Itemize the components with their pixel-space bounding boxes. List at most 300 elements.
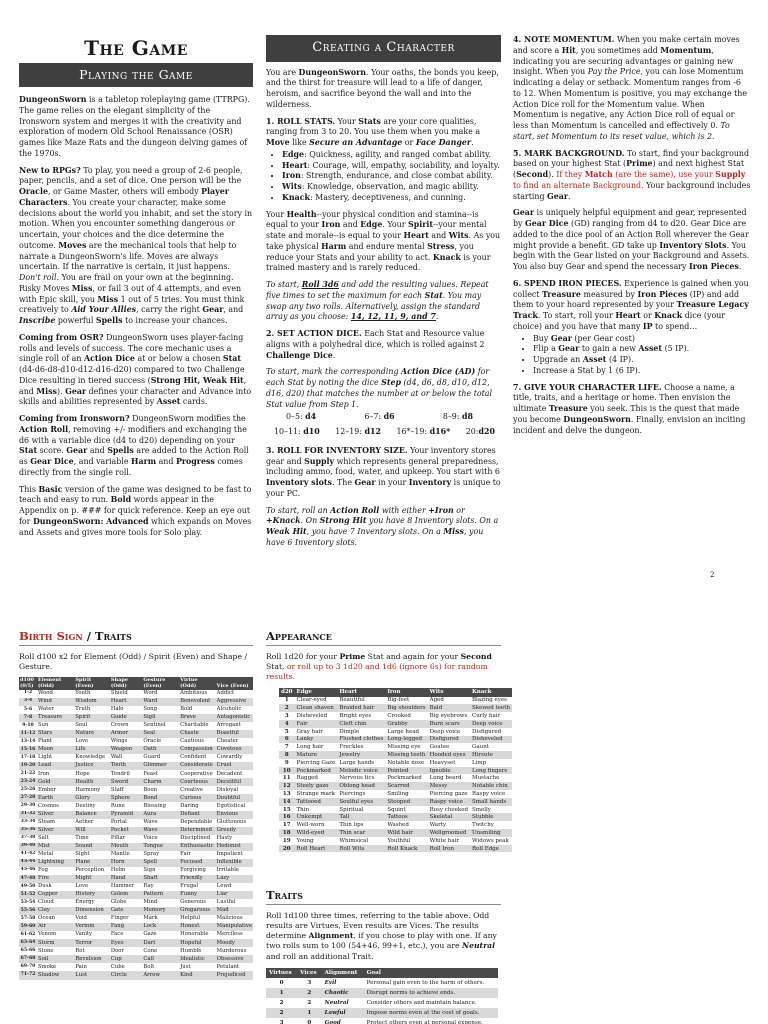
table-cell: Skewed teeth	[471, 705, 511, 712]
action-dice-instructions: To start, mark the corresponding Action Dice (AD) for each Stat by noting the dice Step (d4, d6, d8, d10, d12, d16, d20) that matches the number at or below the total Stat value from Step 1.	[266, 367, 493, 409]
appearance-heading: Appearance	[266, 629, 501, 646]
table-cell: Seal	[142, 730, 179, 738]
table-cell: Confident	[180, 754, 207, 761]
table-row	[19, 971, 253, 979]
table-cell: Pattern	[142, 891, 179, 899]
creating-intro: You are DungeonSworn. Your oaths, the bonds you keep, and the thirst for treasure will lead to a life of danger, heroism, and sacrifice beyond the wall and into the wilderness.	[266, 67, 499, 109]
table-header-row	[266, 968, 498, 978]
table-cell: Lock	[142, 923, 179, 931]
coming-from-ironsworn-paragraph: Coming from Ironsworn? DungeonSworn modifies the Action Roll, removing +/- modifiers and exchanging the d6 with a variable dice (d4 to d20) depending on your Stat score. Gear and Spells are added to the Action Roll as Gear Dice, and variable Harm and Progress comes directly from the single roll.	[19, 414, 249, 477]
spend-option: • Flip a Gear to gain a new Asset (5 IP).	[533, 344, 751, 355]
table-cell: 2	[266, 1008, 297, 1018]
table-cell: Long beard	[429, 775, 462, 782]
table-cell: Compassion	[179, 746, 216, 754]
table-cell: Revulsion	[74, 955, 110, 963]
table-cell: Sight	[75, 851, 90, 857]
table-cell: Spell	[142, 859, 179, 867]
table-cell: Mad	[216, 907, 253, 915]
table-cell: Voice	[143, 834, 158, 841]
table-cell: Chaste	[179, 730, 216, 738]
table-cell: Covetous	[216, 746, 253, 754]
dice-steps-row-1	[266, 412, 501, 423]
table-cell: Horn	[110, 859, 143, 867]
table-cell: Alcoholic	[216, 706, 242, 713]
table-cell: Scarred	[385, 782, 427, 790]
table-cell: Tattooed	[295, 798, 338, 806]
table-cell: Sound	[74, 843, 110, 851]
table-cell: Pointed	[385, 767, 427, 775]
table-cell: Gaze	[143, 931, 157, 938]
table-header-cell: d20	[281, 689, 293, 696]
traits-section	[266, 888, 501, 1024]
table-cell: Smelly	[471, 806, 491, 813]
table-cell: Mind	[143, 899, 158, 906]
dice-step: 10–11: d10	[274, 427, 320, 437]
table-cell: 21-22	[20, 770, 36, 776]
table-cell: Mark	[143, 915, 158, 922]
table-row	[279, 736, 512, 744]
table-cell: 10	[279, 767, 295, 775]
table-cell: Piercings	[339, 790, 366, 797]
table-header-cell: Virtue (Odd)	[179, 677, 216, 690]
dice-step: 16*–19: d16*	[396, 427, 451, 437]
table-cell: Weapon	[110, 746, 143, 754]
table-row	[279, 806, 512, 814]
table-cell: Piercing Gaze	[296, 759, 336, 766]
table-cell: Roll Edge	[470, 845, 512, 853]
table-cell: Roll Heart	[295, 845, 338, 853]
table-row	[19, 899, 253, 907]
table-cell: 2	[279, 999, 284, 1006]
table-cell: Raspy voice	[471, 790, 506, 797]
table-cell: Liar	[216, 891, 253, 899]
table-cell: Strange mark	[296, 790, 335, 797]
table-cell: Impose norms even at the cost of goals.	[364, 1008, 498, 1018]
table-row	[19, 867, 253, 875]
table-row	[19, 875, 253, 883]
table-cell: Oblong head	[337, 782, 385, 790]
table-cell: Hope	[75, 770, 90, 777]
table-cell: Determined	[179, 827, 216, 835]
table-cell: Grabby	[385, 720, 427, 728]
table-row	[19, 851, 253, 859]
table-cell: Rune	[110, 802, 125, 809]
table-cell: Thin scar	[337, 829, 385, 837]
table-cell: Malicious	[216, 915, 243, 922]
table-cell: Plant	[38, 738, 52, 745]
table-cell: 43-44	[19, 859, 37, 867]
table-cell: Disheveled	[470, 736, 512, 744]
table-cell: Sign	[143, 867, 156, 874]
table-cell: Song	[143, 706, 157, 713]
table-cell: Dusk	[38, 883, 52, 890]
table-cell: Arrow	[142, 971, 179, 979]
table-cell: Roll Wits	[337, 845, 385, 853]
table-cell: Oath	[142, 746, 179, 754]
table-cell: Pockmarked	[295, 767, 338, 775]
table-cell: 49-50	[20, 883, 36, 889]
table-cell: Hopeful	[179, 939, 216, 947]
table-cell: 39-40	[19, 843, 37, 851]
table-cell: Long-legged	[385, 736, 427, 744]
table-cell: Air	[37, 923, 74, 931]
table-row	[19, 770, 253, 778]
table-cell: 2	[279, 704, 295, 712]
table-cell: 23-24	[19, 778, 37, 786]
table-cell: Fair	[295, 720, 338, 728]
table-cell: 71-72	[19, 971, 37, 979]
table-cell: 53-54	[20, 899, 36, 905]
table-cell: 37-38	[20, 835, 36, 841]
table-cell: Shadow	[37, 971, 74, 979]
table-cell: Void	[75, 915, 87, 922]
table-cell: Creative	[180, 786, 203, 793]
table-row	[19, 802, 253, 810]
table-cell: Spray	[143, 851, 160, 857]
table-cell: Burn scars	[428, 720, 470, 728]
table-cell: Water	[38, 706, 54, 713]
table-cell: Irritable	[216, 867, 240, 874]
table-cell: Gluttonous	[216, 818, 247, 825]
table-cell: Dependable	[180, 818, 213, 825]
table-cell: Crooked	[387, 712, 411, 719]
table-row	[19, 835, 253, 843]
table-cell: Shield	[110, 690, 128, 697]
table-cell: Will	[74, 827, 110, 835]
table-cell: Finger	[110, 915, 129, 922]
table-cell: Tongue	[142, 843, 179, 851]
table-row	[19, 786, 253, 794]
table-cell: Daring	[180, 802, 199, 809]
table-cell: Mouth	[110, 843, 143, 851]
table-cell: Mature	[295, 751, 338, 759]
table-cell: Impatient	[216, 851, 243, 857]
table-cell: Cup	[110, 955, 143, 963]
table-cell: Honest	[179, 923, 216, 931]
table-cell: Storm	[37, 939, 74, 947]
table-cell: Charitable	[180, 722, 209, 729]
table-cell: Nervous tics	[339, 775, 375, 782]
table-cell: Envious	[216, 811, 253, 819]
table-row	[19, 883, 253, 891]
table-cell: Rot	[75, 947, 85, 954]
table-cell: Warty	[429, 822, 447, 829]
table-cell: 33-34	[20, 819, 36, 825]
table-cell: Disheveled	[296, 712, 328, 719]
table-cell: Sword	[110, 778, 143, 786]
table-row	[279, 813, 512, 821]
table-cell: Call	[142, 955, 179, 963]
table-cell: Staff	[110, 786, 124, 793]
table-cell: 17-18	[20, 754, 36, 760]
table-cell: Golem	[110, 891, 143, 899]
table-cell: Messy	[428, 782, 470, 790]
table-cell: Greedy	[216, 827, 253, 835]
step-roll-stats: 1. ROLL STATS. Your Stats are your core qualities, ranging from 3 to 20. You use them when you make a Move like Secure an Advantage or Face Danger.	[266, 116, 481, 148]
table-row	[19, 907, 253, 915]
table-cell: Cautious	[180, 738, 204, 745]
table-cell: Pocket	[110, 827, 143, 835]
birth-sign-table	[19, 677, 253, 979]
table-header-cell: Shape (Odd)	[110, 677, 143, 690]
table-cell: Petulant	[216, 963, 240, 970]
section-banner-playing: Playing the Game	[19, 63, 253, 87]
table-cell: Blazing eyes	[471, 697, 507, 704]
table-row	[279, 743, 512, 751]
table-cell: Good	[324, 1019, 341, 1024]
table-cell: Braided hair	[337, 704, 385, 712]
table-cell: Wall	[110, 754, 123, 761]
column-character-steps	[513, 35, 751, 442]
table-cell: Gold	[37, 778, 74, 786]
table-cell: Lead	[37, 762, 74, 770]
table-cell: Justice	[74, 762, 110, 770]
table-cell: History	[74, 891, 110, 899]
table-cell: Oracle	[143, 738, 162, 745]
stats-list	[282, 150, 501, 204]
table-cell: Well-worn	[296, 822, 325, 829]
table-cell: Friendly	[179, 875, 216, 883]
table-cell: Lawful	[322, 1008, 364, 1018]
table-cell: 1	[284, 697, 289, 704]
table-row	[279, 728, 512, 736]
table-cell: Copper	[37, 891, 74, 899]
table-row	[19, 827, 253, 835]
table-cell: Metal	[38, 851, 54, 857]
spend-option: • Upgrade an Asset (4 IP).	[533, 355, 751, 366]
appearance-section	[266, 629, 511, 852]
table-cell: Kind	[179, 971, 216, 979]
table-row	[19, 843, 253, 851]
table-cell: Hammer	[110, 883, 135, 890]
table-row	[19, 722, 253, 730]
table-cell: 9	[284, 759, 289, 766]
table-cell: 4	[279, 720, 295, 728]
table-cell: Shaft	[142, 875, 179, 883]
table-cell: Neutral	[324, 999, 349, 1006]
table-cell: Dimple	[339, 728, 360, 735]
table-cell: Steely gaze	[295, 782, 338, 790]
table-cell: Curly hair	[471, 712, 501, 719]
table-cell: Disfigured	[471, 728, 502, 735]
traits-instructions: Roll 1d100 three times, referring to the table above. Odd results are Virtues, Even results are Vices. The results determine Alignment, if you chose to play with one. If any two rolls sum to 100 (54+46, 99+1, etc.), you are Neutral and roll an additional Trait.	[266, 911, 497, 961]
table-row	[19, 811, 253, 819]
dice-step: 20:d20	[465, 427, 495, 437]
table-cell: Defiant	[179, 811, 216, 819]
table-cell: Thin lips	[339, 822, 364, 829]
table-cell: 1	[297, 1008, 321, 1018]
table-cell: Raspy voice	[428, 798, 470, 806]
table-cell: Squint	[387, 806, 406, 813]
table-row	[279, 782, 512, 790]
table-cell: Ember	[38, 786, 56, 793]
table-cell: Wave	[143, 818, 158, 825]
table-cell: Fang	[110, 923, 143, 931]
table-cell: Piercing gaze	[429, 790, 468, 797]
table-cell: Ambitious	[180, 690, 208, 697]
table-row	[19, 762, 253, 770]
table-cell: Pillar	[110, 834, 126, 841]
table-cell: Wisdom	[74, 698, 110, 706]
table-cell: Glimmer	[142, 762, 179, 770]
table-header-cell: Heart	[337, 688, 385, 696]
table-cell: Curious	[179, 794, 216, 802]
table-cell: Boon	[143, 786, 158, 793]
table-cell: Moody	[216, 939, 253, 947]
table-cell: Bond	[142, 794, 179, 802]
table-cell: Might	[74, 875, 110, 883]
table-cell: 41-42	[20, 851, 36, 857]
table-row	[19, 923, 253, 931]
table-cell: Energy	[75, 899, 95, 906]
table-cell: 45-46	[20, 867, 36, 873]
page-number: 2	[710, 571, 715, 579]
table-cell: Big-feet	[387, 697, 410, 704]
table-cell: Tooth	[110, 762, 143, 770]
table-cell: Door	[110, 947, 124, 954]
table-cell: Long hair	[296, 744, 324, 751]
table-cell: Jewelry	[337, 751, 385, 759]
alignment-table	[266, 968, 498, 1024]
table-row	[19, 738, 253, 746]
table-cell: Hasty	[216, 834, 233, 841]
table-cell: 27-28	[19, 794, 37, 802]
table-cell: 11-12	[19, 730, 37, 738]
table-cell: Guard	[143, 754, 161, 761]
step-spend-iron-pieces: 6. SPEND IRON PIECES. Experience is gained when you collect Treasure measured by Iron Pieces (IP) and add them to your hoard represented by your Treasure Legacy Track. To start, roll your Heart or Knack dice (your choice) and you have that many IP to spend…	[513, 278, 749, 331]
column-playing-the-game	[19, 32, 253, 544]
table-cell: Aether	[75, 818, 94, 825]
table-header-row	[279, 688, 512, 696]
table-header-cell: Wits	[428, 688, 470, 696]
table-cell: Spirit	[74, 714, 110, 722]
table-cell: 0	[279, 979, 284, 986]
table-cell: Big shoulders	[387, 705, 426, 712]
table-cell: 18	[279, 829, 295, 837]
table-header-cell: Element (Odd)	[37, 677, 74, 690]
table-cell: 2	[297, 988, 321, 998]
table-cell: Disciplined	[180, 834, 211, 841]
table-cell: 7	[284, 744, 289, 751]
table-cell: 17	[282, 822, 291, 829]
page-title: The Game	[84, 36, 188, 60]
birth-sign-heading: Birth Sign / Traits	[19, 629, 253, 646]
table-cell: Fog	[38, 867, 48, 874]
table-cell: Dimension	[74, 907, 110, 915]
table-cell: Charm	[142, 778, 179, 786]
table-cell: 7-8	[19, 714, 37, 722]
table-row	[19, 859, 253, 867]
table-cell: Terror	[74, 939, 110, 947]
table-cell: Widows peak	[471, 837, 509, 844]
table-header-cell: Edge	[295, 688, 338, 696]
table-cell: 61-62	[20, 931, 36, 937]
table-cell: Cosmos	[38, 802, 59, 809]
table-cell: Vanity	[75, 931, 93, 938]
table-cell: 65-66	[20, 947, 36, 953]
table-cell: Soul	[75, 722, 88, 729]
stat-item-heart: • Heart: Courage, will, empathy, sociability, and loyalty.	[282, 161, 501, 172]
dice-step: 0–5: d4	[286, 412, 317, 422]
table-cell: 13-14	[20, 738, 36, 744]
table-row	[19, 746, 253, 754]
table-row	[19, 778, 253, 786]
table-cell: 15-16	[19, 746, 37, 754]
table-cell: Moon	[37, 746, 74, 754]
table-row	[279, 720, 512, 728]
table-cell: Glory	[74, 794, 110, 802]
step-inventory-size: 3. ROLL FOR INVENTORY SIZE. Your inventory stores gear and Supply which represents general preparedness, including ammo, food, water, and upkeep. You start with 6 Inventory slots. The Gear in your Inventory is unique to your PC.	[266, 445, 501, 498]
table-cell: Stubble	[470, 813, 512, 821]
table-cell: Harmony	[75, 786, 101, 793]
table-cell: Long fingers	[470, 767, 512, 775]
table-cell: Roll Iron	[428, 845, 470, 853]
table-cell: Ragged	[296, 775, 318, 782]
table-cell: 14	[279, 798, 295, 806]
table-cell: Whimsical	[339, 837, 369, 844]
table-cell: Notable chin	[470, 782, 512, 790]
table-cell: Deep voice	[470, 720, 512, 728]
table-cell: 69-70	[20, 964, 36, 970]
table-cell: 3-4	[19, 698, 37, 706]
table-cell: Eyes	[110, 939, 143, 947]
table-cell: Young	[296, 837, 314, 844]
table-row	[279, 704, 512, 712]
table-cell: Beautiful	[339, 697, 365, 704]
table-cell: Chaotic	[322, 988, 364, 998]
table-cell: Guide	[110, 714, 143, 722]
table-cell: Cube	[110, 963, 125, 970]
table-cell: Stars	[37, 730, 74, 738]
table-cell: Crown	[110, 722, 129, 729]
table-cell: Bold	[180, 706, 193, 713]
table-cell: Health	[74, 778, 110, 786]
table-cell: Helpful	[180, 915, 201, 922]
spend-option: • Increase a Stat by 1 (6 IP).	[533, 366, 751, 377]
table-row	[279, 774, 512, 782]
table-cell: Benevolent	[179, 698, 216, 706]
table-row	[19, 794, 253, 802]
table-cell: Inflexible	[216, 859, 253, 867]
table-cell: 3	[279, 1019, 284, 1024]
table-cell: 5-6	[23, 706, 33, 712]
table-row	[266, 988, 498, 998]
table-cell: Time	[75, 834, 89, 841]
intro-paragraph: DungeonSworn is a tabletop roleplaying game (TTRPG). The game relies on the elegant simplicity of the Ironsworn system and merges it with the creativity and exploration of modern Old School Renaissance (OSR) games like Maze Rats and the dungeon delving games of the 1970s.	[19, 95, 250, 158]
table-cell: Salt	[38, 834, 49, 841]
table-cell: Soulful eyes	[337, 798, 385, 806]
table-cell: Cowardly	[216, 754, 243, 761]
table-cell: Wind	[37, 698, 74, 706]
table-cell: 0	[307, 1019, 312, 1024]
table-cell: 1-2	[23, 690, 33, 696]
table-cell: Unkempt	[295, 813, 338, 821]
table-row	[279, 759, 512, 767]
table-cell: 3	[307, 979, 312, 986]
table-header-cell: Vice (Even)	[216, 677, 253, 690]
table-row	[19, 891, 253, 899]
table-cell: Lazy	[216, 875, 253, 883]
table-cell: Manipulative	[216, 923, 252, 930]
table-cell: Heavyset	[429, 759, 456, 766]
gear-paragraph: Gear is uniquely helpful equipment and gear, represented by Gear Dice (GD) ranging from d4 to d20. Gear Dice are added to the dice pool of an Action Roll wherever the Gear might provide a benefit. GD take up Inventory Slots. You begin with the Gear listed on your Background and Assets. You also buy Gear and spend the necessary Iron Pieces.	[513, 208, 750, 271]
table-cell: Spiritual	[339, 806, 364, 813]
table-cell: Murderous	[216, 947, 247, 954]
stat-item-knack: • Knack: Mastery, deceptiveness, and cunning.	[282, 193, 501, 204]
step-set-action-dice: 2. SET ACTION DICE. Each Stat and Resource value aligns with a polyhedral dice, which is rolled against 2 Challenge Dice.	[266, 329, 485, 360]
table-cell: 19	[282, 837, 291, 844]
table-cell: 63-64	[19, 939, 37, 947]
